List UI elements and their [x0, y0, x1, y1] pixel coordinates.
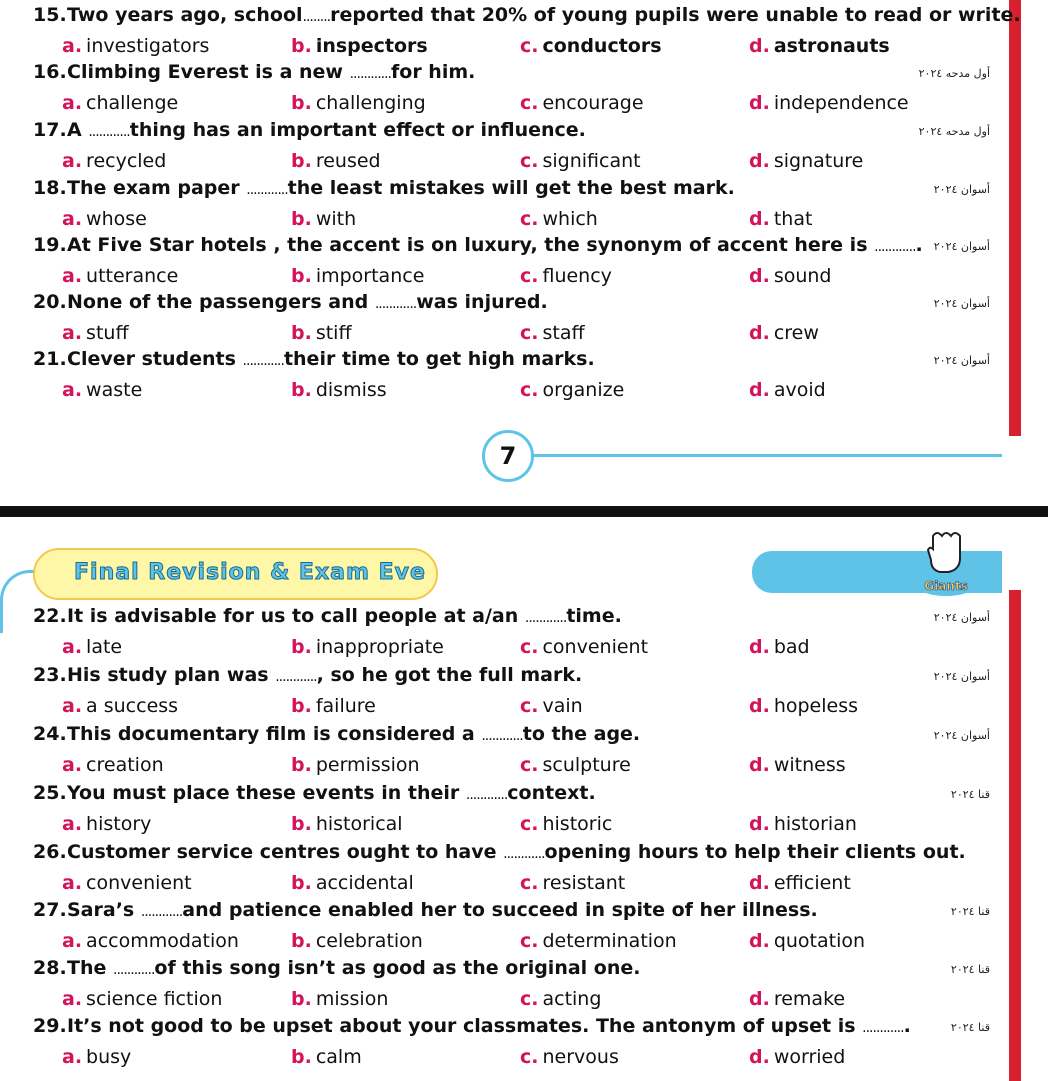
page-number-line	[534, 454, 1002, 457]
option-letter: b.	[291, 92, 312, 114]
option-text: recycled	[86, 150, 167, 172]
question-text-end: thing has an important effect or influence.	[129, 119, 586, 141]
option-letter: a.	[62, 930, 83, 952]
option-text: busy	[86, 1046, 132, 1068]
question-text-end: for him.	[391, 61, 476, 83]
answer-blank[interactable]: ............	[242, 353, 284, 369]
question-text-end: of this song isn’t as good as the original one.	[154, 957, 641, 979]
option-letter: d.	[749, 208, 770, 230]
option-text: remake	[773, 988, 846, 1010]
answer-blank[interactable]: ............	[246, 182, 288, 198]
exam-source-tag: أسوان ٢٠٢٤	[933, 240, 990, 253]
option-d[interactable]	[749, 930, 865, 952]
option-c[interactable]	[520, 872, 625, 894]
option-text: permission	[315, 754, 420, 776]
option-text: sculpture	[542, 754, 631, 776]
option-b[interactable]	[291, 322, 352, 344]
option-b[interactable]	[291, 872, 414, 894]
option-letter: c.	[520, 92, 539, 114]
option-text: efficient	[773, 872, 851, 894]
option-b[interactable]	[291, 265, 424, 287]
option-text: challenging	[315, 92, 426, 114]
option-text: convenient	[86, 872, 192, 894]
question-text-start: None of the passengers and	[67, 291, 375, 313]
exam-source-tag: قنا ٢٠٢٤	[950, 963, 990, 976]
option-b[interactable]	[291, 208, 356, 230]
option-text: resistant	[542, 872, 626, 894]
option-text: staff	[542, 322, 585, 344]
question-number: 24.	[33, 723, 67, 745]
answer-blank[interactable]: ............	[349, 66, 391, 82]
question-text-start: The	[67, 957, 113, 979]
question-text-start: His study plan was	[67, 664, 276, 686]
question-21	[33, 348, 595, 370]
question-text-end: their time to get high marks.	[283, 348, 595, 370]
option-text: that	[773, 208, 813, 230]
option-b[interactable]	[291, 379, 387, 401]
option-c[interactable]	[520, 265, 612, 287]
option-letter: c.	[520, 636, 539, 658]
option-a[interactable]	[62, 872, 192, 894]
option-d[interactable]	[749, 208, 812, 230]
option-letter: b.	[291, 265, 312, 287]
option-letter: d.	[749, 1046, 770, 1068]
option-text: mission	[315, 988, 389, 1010]
question-text-end: time.	[566, 605, 622, 627]
exam-source-tag: أسوان ٢٠٢٤	[933, 297, 990, 310]
question-number: 18.	[33, 177, 67, 199]
answer-blank[interactable]: ............	[374, 296, 417, 312]
exam-source-tag: أسوان ٢٠٢٤	[933, 729, 990, 742]
question-text-end: reported that 20% of young pupils were unable to read or write.	[330, 4, 1021, 26]
question-text-start: It is advisable for us to call people at a/an	[67, 605, 525, 627]
question-15	[33, 4, 1021, 26]
question-number: 17.	[33, 119, 67, 141]
question-23	[33, 664, 582, 686]
option-text: independence	[773, 92, 909, 114]
option-letter: d.	[749, 636, 770, 658]
option-letter: a.	[62, 988, 83, 1010]
answer-blank[interactable]: ............	[862, 1020, 904, 1036]
option-text: signature	[773, 150, 864, 172]
question-text-start: At Five Star hotels , the accent is on luxury, the synonym of accent here is	[67, 234, 875, 256]
answer-blank[interactable]: ............	[275, 669, 317, 685]
giants-logo	[915, 528, 977, 598]
option-c[interactable]	[520, 35, 662, 57]
option-text: which	[542, 208, 598, 230]
option-c[interactable]	[520, 754, 631, 776]
option-text: inspectors	[315, 35, 428, 57]
option-c[interactable]	[520, 695, 583, 717]
option-letter: c.	[520, 813, 539, 835]
option-text: encourage	[542, 92, 644, 114]
option-a[interactable]	[62, 1046, 131, 1068]
option-letter: a.	[62, 208, 83, 230]
option-letter: d.	[749, 35, 770, 57]
option-d[interactable]	[749, 265, 832, 287]
question-18	[33, 177, 735, 199]
option-text: stiff	[315, 322, 352, 344]
question-number: 20.	[33, 291, 67, 313]
option-text: importance	[315, 265, 425, 287]
question-text-end: and patience enabled her to succeed in spite of her illness.	[182, 899, 818, 921]
red-side-bar-top	[1009, 0, 1021, 436]
option-b[interactable]	[291, 636, 444, 658]
option-text: conductors	[542, 35, 662, 57]
exam-source-tag: قنا ٢٠٢٤	[950, 1021, 990, 1034]
option-letter: a.	[62, 636, 83, 658]
question-text-start: This documentary film is considered a	[67, 723, 482, 745]
option-text: witness	[773, 754, 846, 776]
option-a[interactable]	[62, 208, 147, 230]
option-letter: a.	[62, 754, 83, 776]
question-text-end: , so he got the full mark.	[316, 664, 583, 686]
option-d[interactable]	[749, 1046, 845, 1068]
option-text: history	[86, 813, 152, 835]
option-letter: c.	[520, 379, 539, 401]
option-letter: d.	[749, 265, 770, 287]
option-d[interactable]	[749, 35, 890, 57]
option-a[interactable]	[62, 813, 151, 835]
question-19	[33, 234, 923, 256]
option-c[interactable]	[520, 379, 624, 401]
option-text: late	[86, 636, 123, 658]
option-letter: b.	[291, 695, 312, 717]
option-letter: d.	[749, 322, 770, 344]
option-text: accidental	[315, 872, 414, 894]
option-a[interactable]	[62, 92, 178, 114]
option-text: stuff	[86, 322, 129, 344]
option-d[interactable]	[749, 695, 858, 717]
option-letter: c.	[520, 754, 539, 776]
option-text: significant	[542, 150, 641, 172]
question-text-start: Sara’s	[67, 899, 141, 921]
option-c[interactable]	[520, 988, 601, 1010]
question-number: 27.	[33, 899, 67, 921]
option-a[interactable]	[62, 150, 166, 172]
question-number: 16.	[33, 61, 67, 83]
question-text-start: Customer service centres ought to have	[67, 841, 504, 863]
option-letter: d.	[749, 872, 770, 894]
option-a[interactable]	[62, 35, 209, 57]
question-22	[33, 605, 622, 627]
option-letter: c.	[520, 930, 539, 952]
option-d[interactable]	[749, 872, 851, 894]
option-c[interactable]	[520, 92, 644, 114]
question-25	[33, 782, 596, 804]
option-letter: c.	[520, 695, 539, 717]
option-c[interactable]	[520, 322, 585, 344]
option-letter: a.	[62, 379, 83, 401]
option-b[interactable]	[291, 988, 388, 1010]
answer-blank[interactable]: ............	[140, 904, 183, 920]
answer-blank[interactable]: ............	[524, 610, 567, 626]
option-text: accommodation	[86, 930, 239, 952]
exam-source-tag: قنا ٢٠٢٤	[950, 788, 990, 801]
option-a[interactable]	[62, 379, 142, 401]
question-26	[33, 841, 966, 863]
option-text: sound	[773, 265, 832, 287]
option-text: investigators	[86, 35, 210, 57]
option-a[interactable]	[62, 930, 239, 952]
answer-blank[interactable]: ............	[503, 846, 545, 862]
option-letter: b.	[291, 930, 312, 952]
option-text: vain	[542, 695, 583, 717]
option-text: acting	[542, 988, 602, 1010]
option-letter: c.	[520, 988, 539, 1010]
question-text-end: the least mistakes will get the best mark.	[287, 177, 735, 199]
page-number: 7	[482, 430, 534, 482]
option-text: science fiction	[86, 988, 223, 1010]
option-text: worried	[773, 1046, 846, 1068]
option-letter: d.	[749, 988, 770, 1010]
question-text-end: context.	[507, 782, 596, 804]
option-text: fluency	[542, 265, 612, 287]
question-number: 25.	[33, 782, 67, 804]
option-text: nervous	[542, 1046, 619, 1068]
option-text: historic	[542, 813, 613, 835]
option-b[interactable]	[291, 92, 426, 114]
exam-source-tag: أسوان ٢٠٢٤	[933, 670, 990, 683]
option-text: inappropriate	[315, 636, 444, 658]
question-number: 19.	[33, 234, 67, 256]
option-c[interactable]	[520, 930, 677, 952]
option-letter: d.	[749, 150, 770, 172]
option-letter: c.	[520, 208, 539, 230]
option-letter: b.	[291, 872, 312, 894]
red-side-bar-bottom	[1009, 590, 1021, 1081]
question-text-start: Clever students	[67, 348, 243, 370]
question-number: 22.	[33, 605, 67, 627]
question-text-start: A	[67, 119, 89, 141]
question-29	[33, 1015, 911, 1037]
option-text: bad	[773, 636, 810, 658]
option-c[interactable]	[520, 208, 598, 230]
question-text-start: Two years ago, school	[67, 4, 303, 26]
question-number: 23.	[33, 664, 67, 686]
option-letter: a.	[62, 265, 83, 287]
option-letter: b.	[291, 636, 312, 658]
exam-source-tag: قنا ٢٠٢٤	[950, 905, 990, 918]
option-letter: d.	[749, 813, 770, 835]
option-b[interactable]	[291, 1046, 362, 1068]
option-text: quotation	[773, 930, 866, 952]
option-letter: b.	[291, 150, 312, 172]
option-letter: c.	[520, 35, 539, 57]
option-c[interactable]	[520, 636, 648, 658]
option-text: celebration	[315, 930, 423, 952]
option-letter: b.	[291, 1046, 312, 1068]
page-divider	[0, 506, 1048, 517]
option-text: avoid	[773, 379, 826, 401]
option-c[interactable]	[520, 813, 612, 835]
question-16	[33, 61, 475, 83]
option-text: creation	[86, 754, 164, 776]
option-letter: b.	[291, 813, 312, 835]
option-text: whose	[86, 208, 147, 230]
option-text: with	[315, 208, 357, 230]
option-d[interactable]	[749, 379, 826, 401]
option-d[interactable]	[749, 754, 846, 776]
option-text: convenient	[542, 636, 649, 658]
question-24	[33, 723, 640, 745]
answer-blank[interactable]: ........	[302, 9, 331, 25]
option-letter: c.	[520, 322, 539, 344]
option-text: organize	[542, 379, 625, 401]
option-text: a success	[86, 695, 179, 717]
option-letter: d.	[749, 695, 770, 717]
answer-blank[interactable]: ............	[88, 124, 130, 140]
option-letter: b.	[291, 322, 312, 344]
option-letter: c.	[520, 150, 539, 172]
exam-source-tag: أسوان ٢٠٢٤	[933, 183, 990, 196]
option-text: determination	[542, 930, 677, 952]
option-text: waste	[86, 379, 143, 401]
option-letter: b.	[291, 208, 312, 230]
option-text: calm	[315, 1046, 362, 1068]
option-letter: a.	[62, 813, 83, 835]
option-d[interactable]	[749, 322, 819, 344]
question-text-start: You must place these events in their	[67, 782, 466, 804]
option-a[interactable]	[62, 322, 129, 344]
exam-source-tag: أسوان ٢٠٢٤	[933, 354, 990, 367]
exam-source-tag: أسوان ٢٠٢٤	[933, 611, 990, 624]
option-a[interactable]	[62, 265, 178, 287]
question-text-start: The exam paper	[67, 177, 247, 199]
answer-blank[interactable]: ............	[874, 239, 916, 255]
question-number: 21.	[33, 348, 67, 370]
option-b[interactable]	[291, 150, 381, 172]
option-b[interactable]	[291, 695, 376, 717]
option-letter: a.	[62, 35, 83, 57]
option-text: historical	[315, 813, 403, 835]
option-text: challenge	[86, 92, 179, 114]
question-text-end: opening hours to help their clients out.	[544, 841, 966, 863]
option-a[interactable]	[62, 754, 164, 776]
option-d[interactable]	[749, 150, 863, 172]
option-text: reused	[315, 150, 381, 172]
option-letter: b.	[291, 754, 312, 776]
option-b[interactable]	[291, 813, 403, 835]
answer-blank[interactable]: ............	[113, 962, 155, 978]
option-c[interactable]	[520, 1046, 619, 1068]
option-text: dismiss	[315, 379, 387, 401]
option-a[interactable]	[62, 636, 122, 658]
option-letter: b.	[291, 35, 312, 57]
option-text: utterance	[86, 265, 179, 287]
question-17	[33, 119, 586, 141]
question-number: 28.	[33, 957, 67, 979]
answer-blank[interactable]: ............	[481, 728, 523, 744]
option-letter: d.	[749, 930, 770, 952]
option-text: hopeless	[773, 695, 859, 717]
option-letter: a.	[62, 695, 83, 717]
option-letter: a.	[62, 150, 83, 172]
option-letter: c.	[520, 265, 539, 287]
option-text: astronauts	[773, 35, 890, 57]
option-text: failure	[315, 695, 376, 717]
option-letter: b.	[291, 988, 312, 1010]
option-a[interactable]	[62, 988, 222, 1010]
option-letter: d.	[749, 379, 770, 401]
option-b[interactable]	[291, 35, 428, 57]
exam-source-tag: أول مدحه ٢٠٢٤	[918, 67, 990, 80]
question-text-end: to the age.	[522, 723, 641, 745]
option-letter: b.	[291, 379, 312, 401]
option-letter: a.	[62, 1046, 83, 1068]
question-number: 15.	[33, 4, 67, 26]
question-number: 29.	[33, 1015, 67, 1037]
option-d[interactable]	[749, 92, 909, 114]
option-d[interactable]	[749, 988, 845, 1010]
question-text-end: was injured.	[416, 291, 548, 313]
option-b[interactable]	[291, 930, 423, 952]
option-text: crew	[773, 322, 819, 344]
question-text-start: It’s not good to be upset about your classmates. The antonym of upset is	[67, 1015, 863, 1037]
answer-blank[interactable]: ............	[465, 787, 508, 803]
logo-text: Giants	[924, 579, 968, 593]
option-letter: d.	[749, 754, 770, 776]
question-text-end: .	[903, 1015, 911, 1037]
question-text-end: .	[915, 234, 923, 256]
option-letter: c.	[520, 872, 539, 894]
option-c[interactable]	[520, 150, 641, 172]
option-letter: c.	[520, 1046, 539, 1068]
option-a[interactable]	[62, 695, 178, 717]
question-27	[33, 899, 818, 921]
question-28	[33, 957, 640, 979]
option-letter: d.	[749, 92, 770, 114]
option-text: historian	[773, 813, 857, 835]
question-20	[33, 291, 548, 313]
exam-source-tag: أول مدحه ٢٠٢٤	[918, 125, 990, 138]
option-letter: a.	[62, 92, 83, 114]
option-d[interactable]	[749, 813, 857, 835]
question-number: 26.	[33, 841, 67, 863]
option-letter: a.	[62, 322, 83, 344]
question-text-start: Climbing Everest is a new	[67, 61, 350, 83]
option-d[interactable]	[749, 636, 810, 658]
option-b[interactable]	[291, 754, 420, 776]
option-letter: a.	[62, 872, 83, 894]
banner-title: Final Revision & Exam Eve	[74, 560, 426, 585]
